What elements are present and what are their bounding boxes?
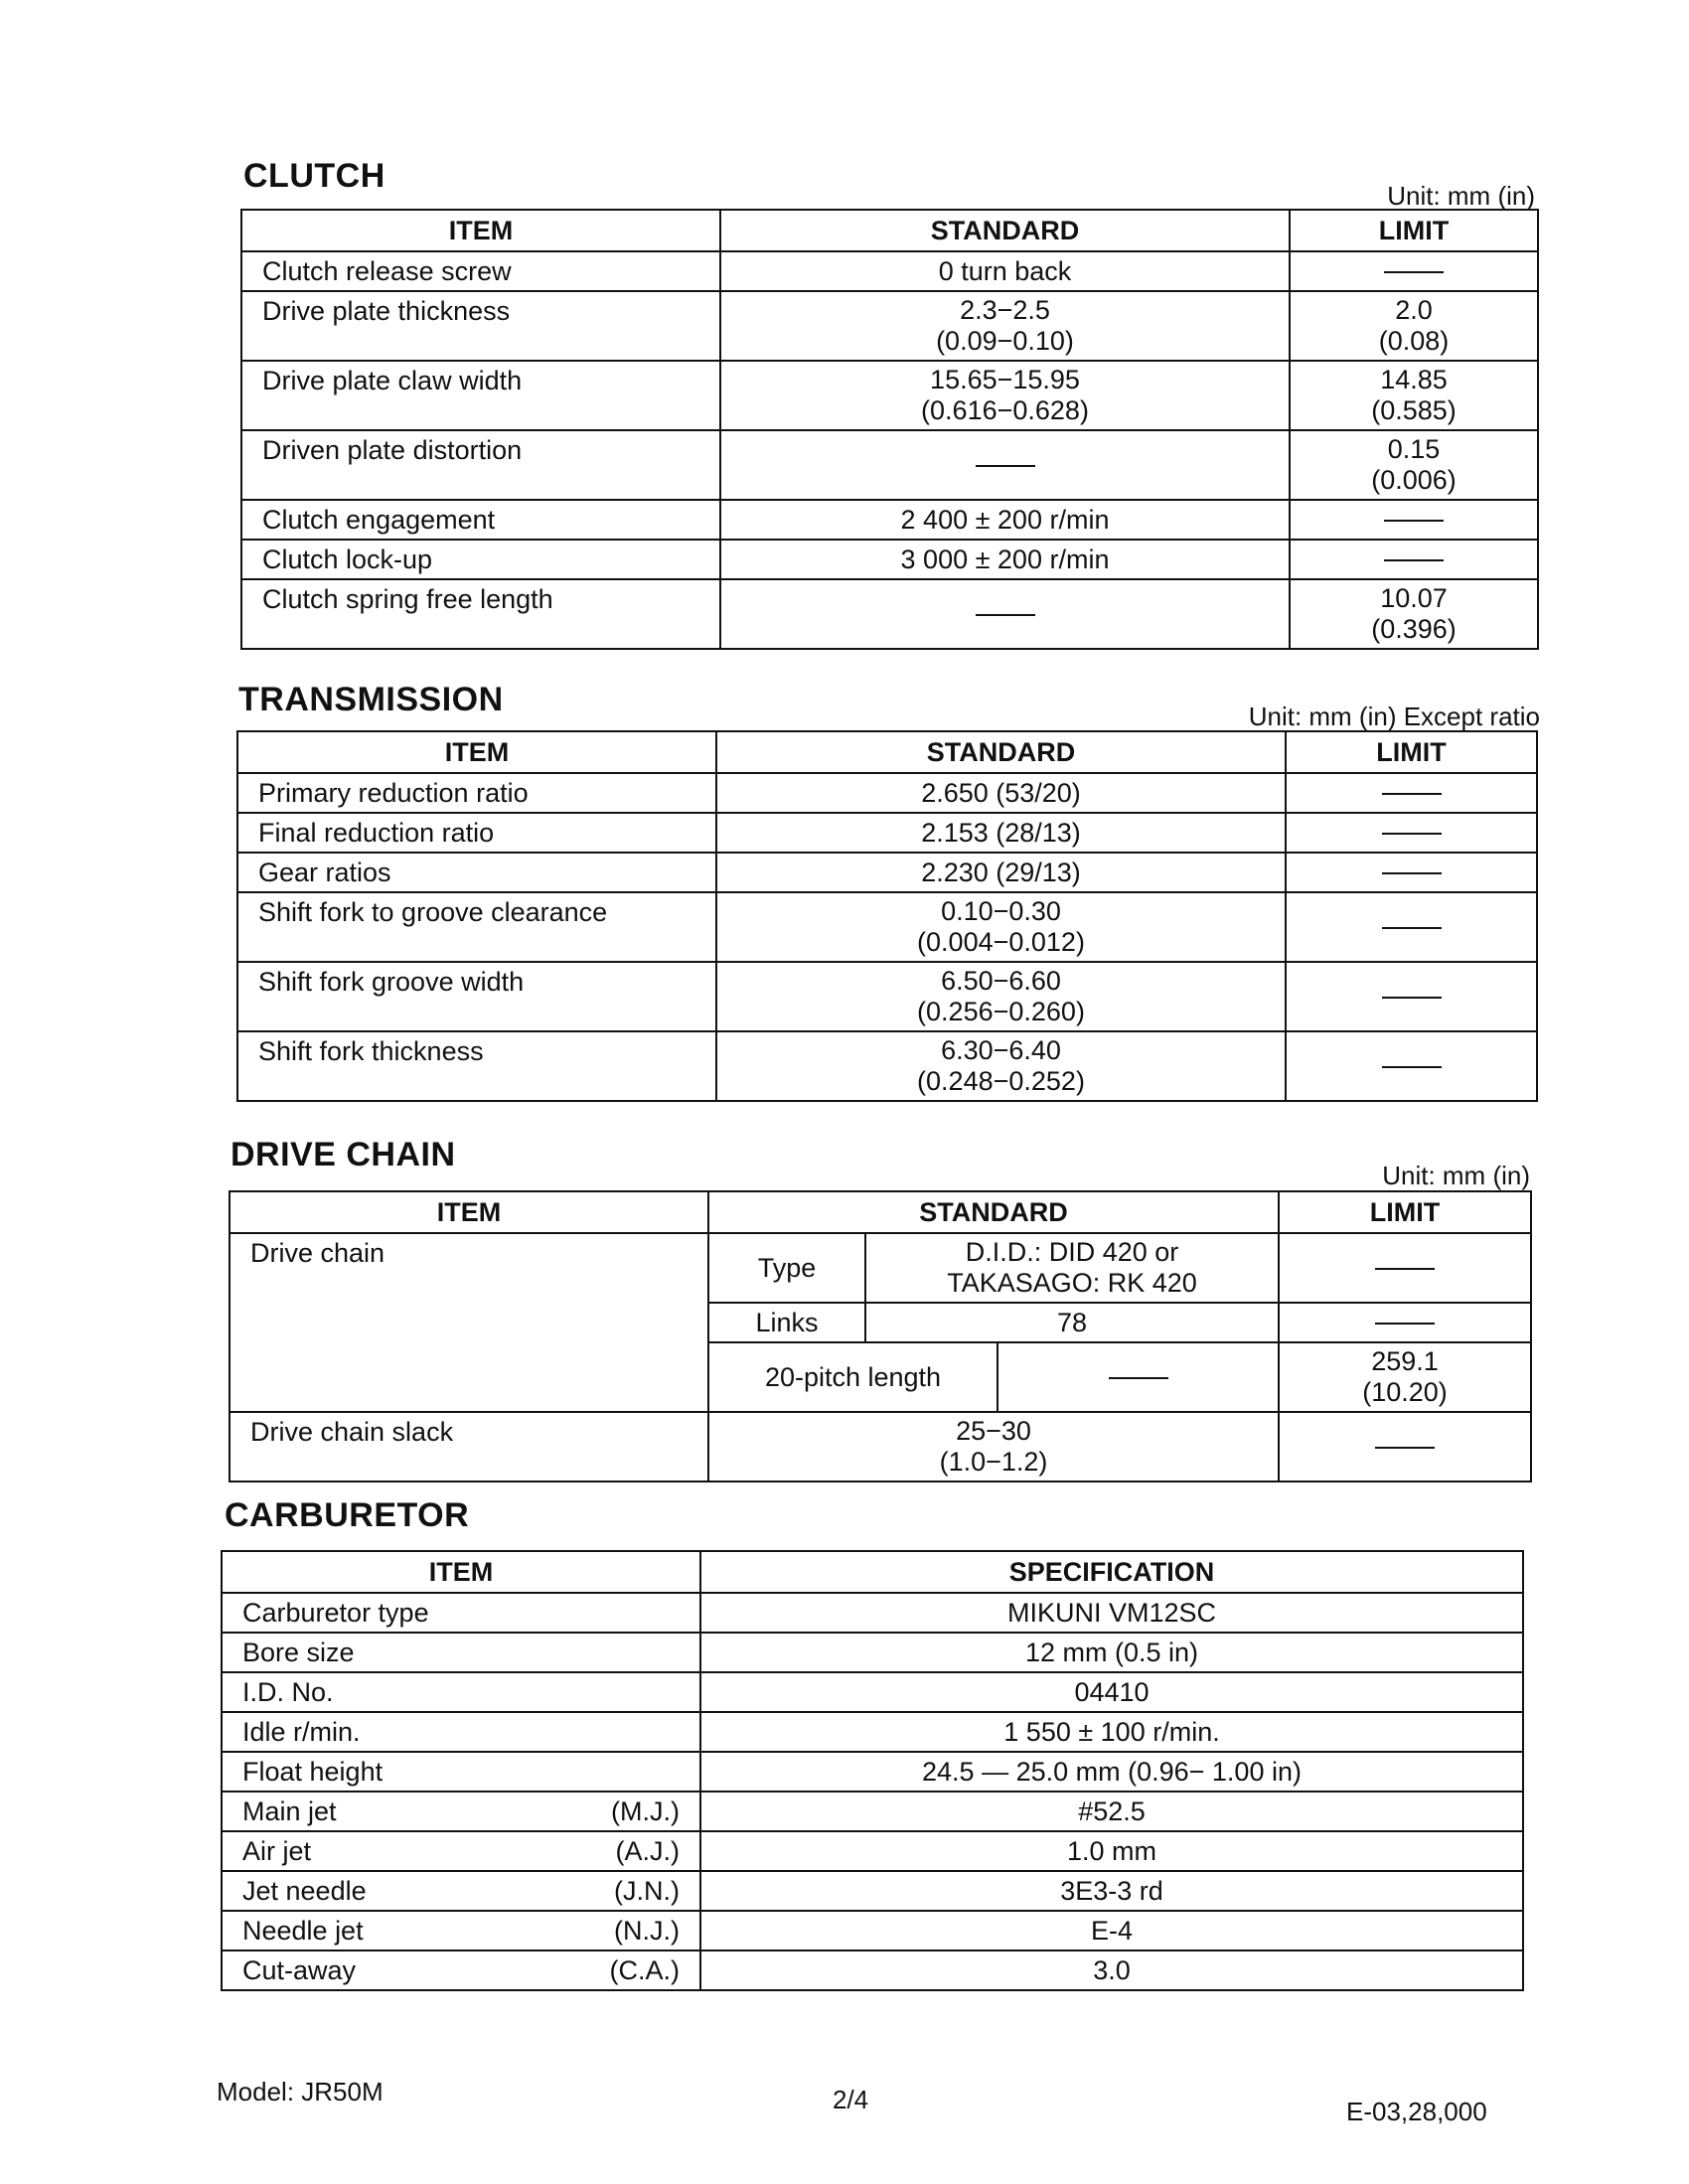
limit-value [1290, 540, 1538, 579]
table-row [241, 540, 1538, 579]
standard-value: 6.30−6.40 (0.248−0.252) [716, 1031, 1286, 1101]
table-row [222, 1672, 1523, 1712]
links-value: 78 [865, 1303, 1279, 1342]
drive-chain-header-item: ITEM [230, 1191, 708, 1233]
spec-value: 1.0 mm [700, 1831, 1523, 1871]
limit-value [1286, 1031, 1537, 1101]
item-abbreviation: (A.J.) [615, 1836, 680, 1866]
spec-value: MIKUNI VM12SC [700, 1593, 1523, 1633]
limit-value: 0.15 (0.006) [1290, 430, 1538, 500]
standard-value [720, 579, 1290, 649]
standard-value: 2 400 ± 200 r/min [720, 500, 1290, 540]
type-label: Type [708, 1233, 865, 1303]
table-row [241, 579, 1538, 649]
carburetor-table [221, 1550, 1524, 1991]
item-label: Shift fork thickness [237, 1031, 716, 1101]
drive-chain-table [229, 1190, 1532, 1482]
item-label: Drive plate thickness [241, 291, 720, 361]
limit-value: 2.0 (0.08) [1290, 291, 1538, 361]
drive-chain-title: DRIVE CHAIN [230, 1136, 456, 1173]
standard-value [720, 430, 1290, 500]
transmission-header-limit: LIMIT [1286, 731, 1537, 773]
table-row [237, 853, 1537, 892]
item-label: Float height [222, 1752, 700, 1792]
item-label: Drive plate claw width [241, 361, 720, 430]
spec-value: 3.0 [700, 1950, 1523, 1990]
table-row [222, 1950, 1523, 1990]
item-label: Clutch engagement [241, 500, 720, 540]
item-label: Shift fork to groove clearance [237, 892, 716, 962]
standard-value: 6.50−6.60 (0.256−0.260) [716, 962, 1286, 1031]
pitch-standard [998, 1342, 1279, 1412]
limit-value [1286, 853, 1537, 892]
clutch-header-limit: LIMIT [1290, 210, 1538, 251]
transmission-unit: Unit: mm (in) Except ratio [1248, 702, 1540, 731]
spec-value: 3E3-3 rd [700, 1871, 1523, 1911]
type-value: D.I.D.: DID 420 or TAKASAGO: RK 420 [865, 1233, 1279, 1303]
table-row [241, 291, 1538, 361]
table-row [237, 1031, 1537, 1101]
item-label: (C.A.) Cut-away [222, 1950, 700, 1990]
table-row [241, 500, 1538, 540]
type-limit [1279, 1233, 1531, 1303]
table-row [237, 962, 1537, 1031]
standard-value: 0 turn back [720, 251, 1290, 291]
table-row [222, 1792, 1523, 1831]
slack-item: Drive chain slack [230, 1412, 708, 1482]
standard-value: 2.3−2.5 (0.09−0.10) [720, 291, 1290, 361]
carburetor-header-item: ITEM [222, 1551, 700, 1593]
limit-value [1286, 892, 1537, 962]
item-label: Final reduction ratio [237, 813, 716, 853]
item-abbreviation: (C.A.) [609, 1955, 680, 1985]
item-label: (J.N.) Jet needle [222, 1871, 700, 1911]
footer-model: Model: JR50M [217, 2077, 384, 2106]
slack-limit [1279, 1412, 1531, 1482]
clutch-header-item: ITEM [241, 210, 720, 251]
item-label: Primary reduction ratio [237, 773, 716, 813]
standard-value: 15.65−15.95 (0.616−0.628) [720, 361, 1290, 430]
standard-value: 2.153 (28/13) [716, 813, 1286, 853]
item-label: Carburetor type [222, 1593, 700, 1633]
standard-value: 2.230 (29/13) [716, 853, 1286, 892]
item-label: Clutch release screw [241, 251, 720, 291]
transmission-header-item: ITEM [237, 731, 716, 773]
table-row [222, 1712, 1523, 1752]
footer-page: 2/4 [833, 2085, 869, 2114]
drive-chain-header-limit: LIMIT [1279, 1191, 1531, 1233]
clutch-header-standard: STANDARD [720, 210, 1290, 251]
spec-value: #52.5 [700, 1792, 1523, 1831]
transmission-title: TRANSMISSION [238, 681, 504, 718]
drive-chain-item: Drive chain [230, 1233, 708, 1412]
limit-value [1286, 962, 1537, 1031]
limit-value: 14.85 (0.585) [1290, 361, 1538, 430]
slack-value: 25−30 (1.0−1.2) [708, 1412, 1279, 1482]
item-label: Bore size [222, 1633, 700, 1672]
pitch-limit: 259.1 (10.20) [1279, 1342, 1531, 1412]
standard-value: 0.10−0.30 (0.004−0.012) [716, 892, 1286, 962]
spec-value: E-4 [700, 1911, 1523, 1950]
table-row [222, 1831, 1523, 1871]
item-label: (A.J.) Air jet [222, 1831, 700, 1871]
table-row [222, 1633, 1523, 1672]
standard-value: 2.650 (53/20) [716, 773, 1286, 813]
clutch-unit: Unit: mm (in) [1387, 181, 1535, 211]
item-label: Driven plate distortion [241, 430, 720, 500]
links-label: Links [708, 1303, 865, 1342]
footer-code: E-03,28,000 [1346, 2097, 1487, 2126]
pitch-label: 20-pitch length [708, 1342, 998, 1412]
item-abbreviation: (J.N.) [614, 1876, 680, 1906]
item-label: Shift fork groove width [237, 962, 716, 1031]
table-row [241, 430, 1538, 500]
table-row [222, 1752, 1523, 1792]
table-row [230, 1412, 1531, 1482]
table-row [237, 813, 1537, 853]
limit-value [1290, 251, 1538, 291]
table-row [222, 1593, 1523, 1633]
item-label: (N.J.) Needle jet [222, 1911, 700, 1950]
limit-value [1290, 500, 1538, 540]
item-label: Gear ratios [237, 853, 716, 892]
item-abbreviation: (M.J.) [611, 1796, 680, 1826]
clutch-table [240, 209, 1539, 650]
spec-value: 1 550 ± 100 r/min. [700, 1712, 1523, 1752]
item-label: Clutch lock-up [241, 540, 720, 579]
table-row [241, 361, 1538, 430]
table-row [241, 251, 1538, 291]
transmission-header-standard: STANDARD [716, 731, 1286, 773]
table-row [222, 1871, 1523, 1911]
item-label: I.D. No. [222, 1672, 700, 1712]
table-row [237, 892, 1537, 962]
table-row [222, 1911, 1523, 1950]
standard-value: 3 000 ± 200 r/min [720, 540, 1290, 579]
spec-value: 12 mm (0.5 in) [700, 1633, 1523, 1672]
limit-value [1286, 813, 1537, 853]
item-label: Clutch spring free length [241, 579, 720, 649]
limit-value: 10.07 (0.396) [1290, 579, 1538, 649]
spec-value: 24.5 — 25.0 mm (0.96− 1.00 in) [700, 1752, 1523, 1792]
carburetor-header-spec: SPECIFICATION [700, 1551, 1523, 1593]
item-label: (M.J.) Main jet [222, 1792, 700, 1831]
drive-chain-unit: Unit: mm (in) [1382, 1161, 1530, 1190]
table-row [237, 773, 1537, 813]
item-label: Idle r/min. [222, 1712, 700, 1752]
table-row [230, 1233, 1531, 1303]
spec-value: 04410 [700, 1672, 1523, 1712]
drive-chain-header-standard: STANDARD [708, 1191, 1279, 1233]
carburetor-title: CARBURETOR [225, 1496, 470, 1534]
transmission-table [236, 730, 1538, 1102]
links-limit [1279, 1303, 1531, 1342]
limit-value [1286, 773, 1537, 813]
item-abbreviation: (N.J.) [614, 1916, 680, 1946]
clutch-title: CLUTCH [243, 157, 385, 195]
